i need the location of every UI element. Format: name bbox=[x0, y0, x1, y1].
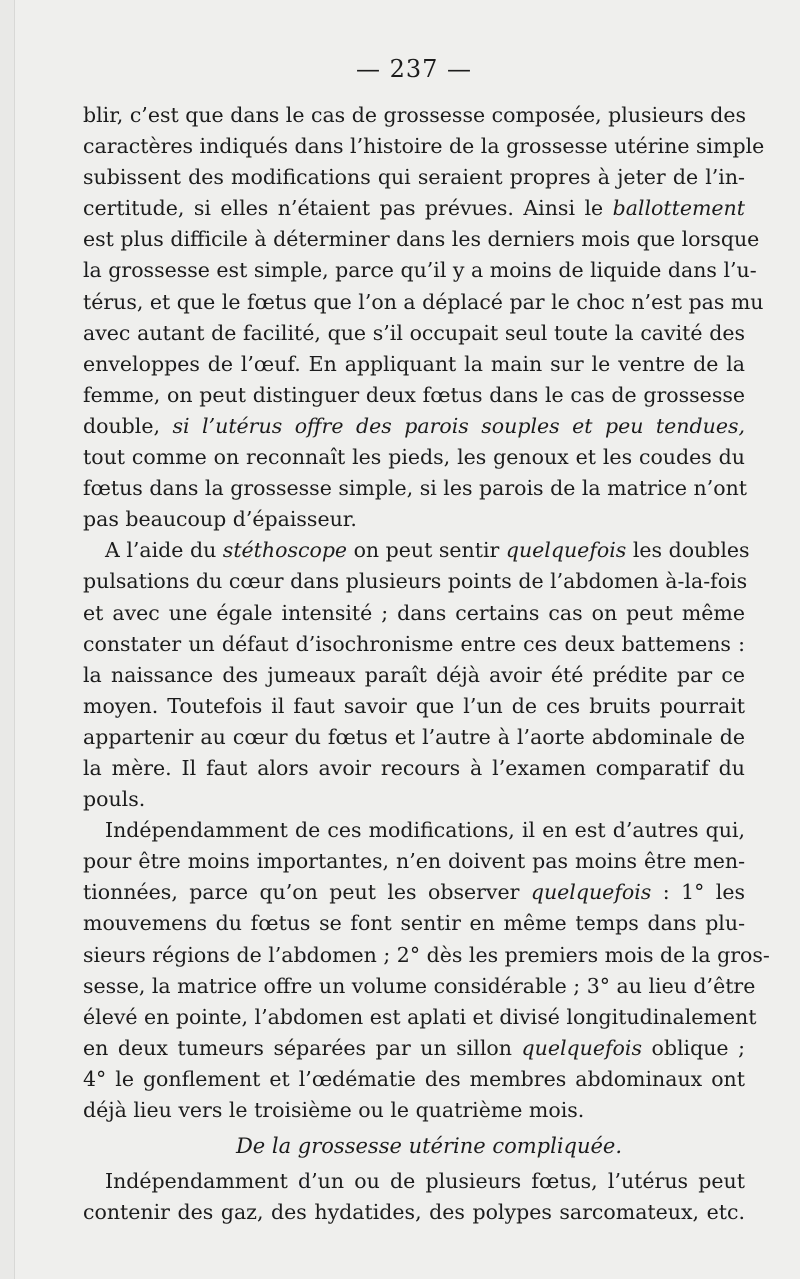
text-line: élevé en pointe, l’abdomen est aplati et divisé longitudinalement bbox=[83, 1004, 757, 1029]
text-line: la naissance des jumeaux paraît déjà avoir été prédite par ce bbox=[83, 662, 745, 687]
text-line: enveloppes de l’œuf. En appliquant la main sur le ventre de la bbox=[83, 351, 745, 376]
section-heading: De la grossesse utérine compliquée. bbox=[235, 1134, 623, 1159]
section-body-text bbox=[83, 1166, 745, 1228]
text-line: 4° le gonflement et l’œdématie des membres abdominaux ont bbox=[83, 1066, 745, 1091]
page-content bbox=[83, 50, 770, 1228]
text-line: pas beaucoup d’épaisseur. bbox=[83, 507, 357, 532]
text-line: pouls. bbox=[83, 787, 146, 812]
text-line: double, si l’utérus offre des parois souples et peu tendues, bbox=[83, 413, 745, 438]
text-line: la grossesse est simple, parce qu’il y a moins de liquide dans l’u- bbox=[83, 258, 757, 283]
text-line: caractères indiqués dans l’histoire de la grossesse utérine simple bbox=[83, 134, 765, 159]
text-line: est plus difficile à déterminer dans les derniers mois que lorsque bbox=[83, 227, 760, 252]
text-line: la mère. Il faut alors avoir recours à l’examen comparatif du bbox=[83, 755, 745, 780]
text-line: constater un défaut d’isochronisme entre ces deux battemens : bbox=[83, 631, 745, 656]
text-line: pour être moins importantes, n’en doivent pas moins être men- bbox=[83, 849, 745, 874]
text-line: contenir des gaz, des hydatides, des polypes sarcomateux, etc. bbox=[83, 1200, 745, 1225]
text-line: fœtus dans la grossesse simple, si les parois de la matrice n’ont bbox=[83, 476, 748, 501]
text-line: blir, c’est que dans le cas de grossesse composée, plusieurs des bbox=[83, 103, 747, 127]
text-line: femme, on peut distinguer deux fœtus dans le cas de grossesse bbox=[83, 382, 745, 407]
text-line: déjà lieu vers le troisième ou le quatrième mois. bbox=[83, 1098, 585, 1122]
body-text bbox=[83, 100, 770, 1126]
text-line: et avec une égale intensité ; dans certains cas on peut même bbox=[83, 600, 745, 625]
text-line: sieurs régions de l’abdomen ; 2° dès les premiers mois de la gros- bbox=[83, 942, 770, 967]
text-line: Indépendamment de ces modifications, il en est d’autres qui, bbox=[105, 818, 745, 843]
text-line: A l’aide du stéthoscope on peut sentir quelquefois les doubles bbox=[105, 538, 750, 563]
text-line: avec autant de facilité, que s’il occupait seul toute la cavité des bbox=[83, 320, 745, 345]
text-line: tionnées, parce qu’on peut les observer quelquefois : 1° les bbox=[83, 880, 745, 905]
text-line: appartenir au cœur du fœtus et l’autre à l’aorte abdominale de bbox=[83, 724, 745, 749]
text-line: Indépendamment d’un ou de plusieurs fœtus, l’utérus peut bbox=[105, 1169, 745, 1194]
text-line: térus, et que le fœtus que l’on a déplacé par le choc n’est pas mu bbox=[83, 289, 764, 314]
text-line: tout comme on reconnaît les pieds, les genoux et les coudes du bbox=[83, 445, 745, 470]
text-line: sesse, la matrice offre un volume considérable ; 3° au lieu d’être bbox=[83, 973, 756, 998]
text-line: certitude, si elles n’étaient pas prévues. Ainsi le ballottement bbox=[83, 196, 745, 221]
text-line: subissent des modifications qui seraient propres à jeter de l’in- bbox=[83, 165, 745, 190]
text-line: mouvemens du fœtus se font sentir en même temps dans plu- bbox=[83, 911, 745, 936]
text-line: en deux tumeurs séparées par un sillon quelquefois oblique ; bbox=[83, 1035, 745, 1060]
text-line: moyen. Toutefois il faut savoir que l’un de ces bruits pourrait bbox=[83, 693, 745, 718]
book-page bbox=[14, 0, 800, 1279]
page-number: — 237 — bbox=[355, 55, 473, 83]
text-line: pulsations du cœur dans plusieurs points de l’abdomen à-la-fois bbox=[83, 569, 748, 594]
